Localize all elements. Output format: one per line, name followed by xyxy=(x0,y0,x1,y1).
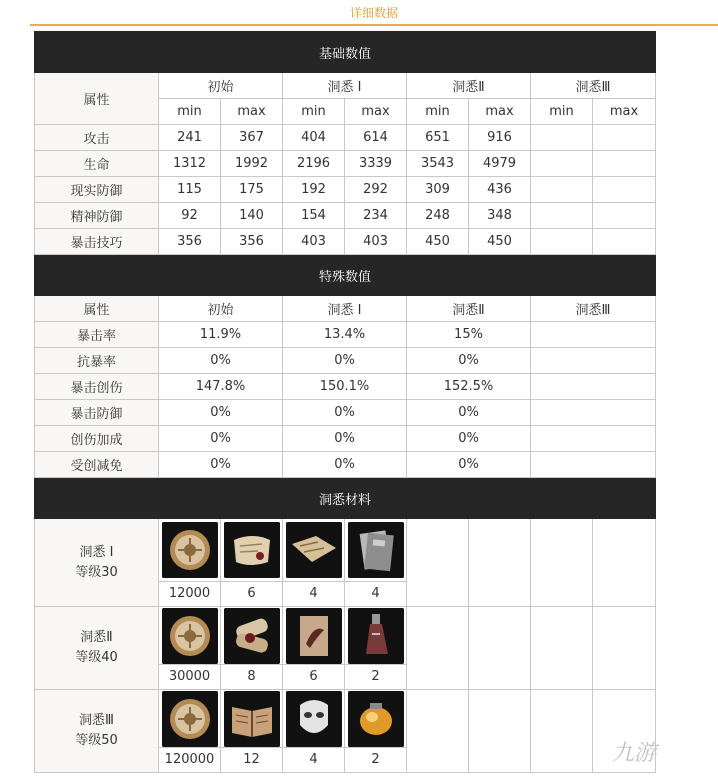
stat-value xyxy=(593,125,656,151)
material-qty: 4 xyxy=(283,581,344,606)
material-qty: 12000 xyxy=(159,581,220,606)
stat-value: 916 xyxy=(469,125,531,151)
stat-name: 创伤加成 xyxy=(35,426,159,452)
stat-value xyxy=(531,177,593,203)
tier-name: 洞悉 I xyxy=(79,544,114,560)
stat-value: 0% xyxy=(159,348,283,374)
table-row xyxy=(35,400,656,426)
stat-value: 450 xyxy=(407,229,469,255)
empty-cell xyxy=(531,607,593,690)
stat-value: 0% xyxy=(407,426,531,452)
stat-value xyxy=(531,426,656,452)
material-qty: 2 xyxy=(345,664,406,689)
table-row xyxy=(35,229,656,255)
stat-value: 15% xyxy=(407,322,531,348)
stat-value xyxy=(531,348,656,374)
level-header: 洞悉Ⅱ xyxy=(407,73,531,99)
stat-value: 436 xyxy=(469,177,531,203)
empty-cell xyxy=(407,519,469,607)
tier-level: 等级50 xyxy=(75,733,118,748)
tier-level: 等级30 xyxy=(75,564,118,580)
card-icon xyxy=(286,608,342,664)
min-header: min xyxy=(407,99,469,125)
material-qty: 4 xyxy=(345,581,406,606)
stat-value xyxy=(593,203,656,229)
stat-value: 13.4% xyxy=(283,322,407,348)
stat-value: 4979 xyxy=(469,151,531,177)
level-header: 洞悉 I xyxy=(283,73,407,99)
stat-value: 0% xyxy=(283,426,407,452)
material-qty: 120000 xyxy=(159,747,220,772)
stat-value: 403 xyxy=(283,229,345,255)
stat-value xyxy=(531,374,656,400)
stat-value: 2196 xyxy=(283,151,345,177)
coin-icon xyxy=(162,608,218,664)
coin-icon xyxy=(162,522,218,578)
empty-cell xyxy=(469,607,531,690)
table-row xyxy=(35,348,656,374)
tier-name: 洞悉Ⅲ xyxy=(79,713,114,728)
stat-value: 11.9% xyxy=(159,322,283,348)
stat-name: 生命 xyxy=(35,151,159,177)
stat-value: 0% xyxy=(407,348,531,374)
table-row xyxy=(35,322,656,348)
max-header: max xyxy=(345,99,407,125)
tier-label xyxy=(35,690,159,773)
empty-cell xyxy=(469,519,531,607)
tier-level: 等级40 xyxy=(75,650,118,665)
stat-value: 154 xyxy=(283,203,345,229)
tier-label xyxy=(35,607,159,690)
empty-cell xyxy=(407,690,469,773)
material-qty: 30000 xyxy=(159,664,220,689)
amber-icon xyxy=(348,691,404,747)
stat-value xyxy=(531,203,593,229)
stat-value: 292 xyxy=(345,177,407,203)
stat-value: 0% xyxy=(407,452,531,478)
table-row xyxy=(35,125,656,151)
stat-value: 150.1% xyxy=(283,374,407,400)
empty-cell xyxy=(531,690,593,773)
level-header: 洞悉Ⅱ xyxy=(407,296,531,322)
stat-value: 348 xyxy=(469,203,531,229)
min-header: min xyxy=(283,99,345,125)
stat-value: 450 xyxy=(469,229,531,255)
stat-value: 3339 xyxy=(345,151,407,177)
level-header: 洞悉Ⅲ xyxy=(531,73,656,99)
material-row xyxy=(35,519,656,607)
stat-value: 0% xyxy=(407,400,531,426)
stat-value xyxy=(531,151,593,177)
table-row xyxy=(35,203,656,229)
stat-value: 3543 xyxy=(407,151,469,177)
stat-value: 356 xyxy=(159,229,221,255)
empty-cell xyxy=(593,519,656,607)
material-row xyxy=(35,607,656,690)
empty-cell xyxy=(531,519,593,607)
stat-value: 241 xyxy=(159,125,221,151)
stat-value: 175 xyxy=(221,177,283,203)
max-header: max xyxy=(469,99,531,125)
level-header: 洞悉 I xyxy=(283,296,407,322)
stat-value: 0% xyxy=(159,400,283,426)
empty-cell xyxy=(469,690,531,773)
flask-icon xyxy=(348,608,404,664)
material-row xyxy=(35,690,656,773)
min-header: min xyxy=(159,99,221,125)
stat-name: 精神防御 xyxy=(35,203,159,229)
empty-cell xyxy=(407,607,469,690)
stat-name: 暴击率 xyxy=(35,322,159,348)
stats-table xyxy=(34,31,656,773)
table-row xyxy=(35,374,656,400)
stat-value: 356 xyxy=(221,229,283,255)
tab-bar xyxy=(30,0,718,26)
stat-value: 1312 xyxy=(159,151,221,177)
coin-icon xyxy=(162,691,218,747)
table-row xyxy=(35,452,656,478)
stat-value: 140 xyxy=(221,203,283,229)
mask-icon xyxy=(286,691,342,747)
tier-label xyxy=(35,519,159,607)
stat-value: 115 xyxy=(159,177,221,203)
stat-value xyxy=(531,452,656,478)
table-row xyxy=(35,426,656,452)
stat-value xyxy=(531,322,656,348)
stat-value: 1992 xyxy=(221,151,283,177)
stat-value xyxy=(531,229,593,255)
stat-value: 192 xyxy=(283,177,345,203)
stat-name: 抗暴率 xyxy=(35,348,159,374)
stat-value xyxy=(531,400,656,426)
book-stack-icon xyxy=(348,522,404,578)
stat-value: 404 xyxy=(283,125,345,151)
stat-value: 367 xyxy=(221,125,283,151)
base-stats-title: 基础数值 xyxy=(35,32,656,73)
stat-value: 309 xyxy=(407,177,469,203)
material-qty: 8 xyxy=(221,664,282,689)
material-qty: 12 xyxy=(221,747,282,772)
empty-cell xyxy=(593,607,656,690)
level-header: 初始 xyxy=(159,296,283,322)
stat-value xyxy=(593,229,656,255)
level-header: 初始 xyxy=(159,73,283,99)
attr-header: 属性 xyxy=(35,73,159,125)
stat-name: 暴击创伤 xyxy=(35,374,159,400)
stat-value: 0% xyxy=(159,452,283,478)
materials-title: 洞悉材料 xyxy=(35,478,656,519)
special-stats-title: 特殊数值 xyxy=(35,255,656,296)
watermark-logo: 九游 xyxy=(612,741,657,766)
min-header: min xyxy=(531,99,593,125)
stat-value: 0% xyxy=(283,400,407,426)
scroll-bundle-icon xyxy=(224,608,280,664)
stat-value: 147.8% xyxy=(159,374,283,400)
material-qty: 6 xyxy=(221,581,282,606)
table-row xyxy=(35,151,656,177)
stat-value: 0% xyxy=(283,452,407,478)
stat-value xyxy=(531,125,593,151)
max-header: max xyxy=(593,99,656,125)
stat-name: 暴击技巧 xyxy=(35,229,159,255)
stat-value xyxy=(593,151,656,177)
scroll-icon xyxy=(224,522,280,578)
stat-value: 152.5% xyxy=(407,374,531,400)
level-header: 洞悉Ⅲ xyxy=(531,296,656,322)
stat-value: 248 xyxy=(407,203,469,229)
stat-name: 攻击 xyxy=(35,125,159,151)
stat-value: 0% xyxy=(283,348,407,374)
material-qty: 2 xyxy=(345,747,406,772)
material-qty: 4 xyxy=(283,747,344,772)
stat-value: 651 xyxy=(407,125,469,151)
open-book-icon xyxy=(224,691,280,747)
stat-value: 92 xyxy=(159,203,221,229)
tier-name: 洞悉Ⅱ xyxy=(80,630,113,645)
stat-value: 403 xyxy=(345,229,407,255)
stat-value: 234 xyxy=(345,203,407,229)
tab-detail-data[interactable]: 详细数据 xyxy=(349,6,398,20)
stat-name: 现实防御 xyxy=(35,177,159,203)
stat-name: 暴击防御 xyxy=(35,400,159,426)
stat-value: 0% xyxy=(159,426,283,452)
stat-value: 614 xyxy=(345,125,407,151)
attr-header: 属性 xyxy=(35,296,159,322)
material-qty: 6 xyxy=(283,664,344,689)
max-header: max xyxy=(221,99,283,125)
stat-value xyxy=(593,177,656,203)
stat-name: 受创减免 xyxy=(35,452,159,478)
table-row xyxy=(35,177,656,203)
map-icon xyxy=(286,522,342,578)
